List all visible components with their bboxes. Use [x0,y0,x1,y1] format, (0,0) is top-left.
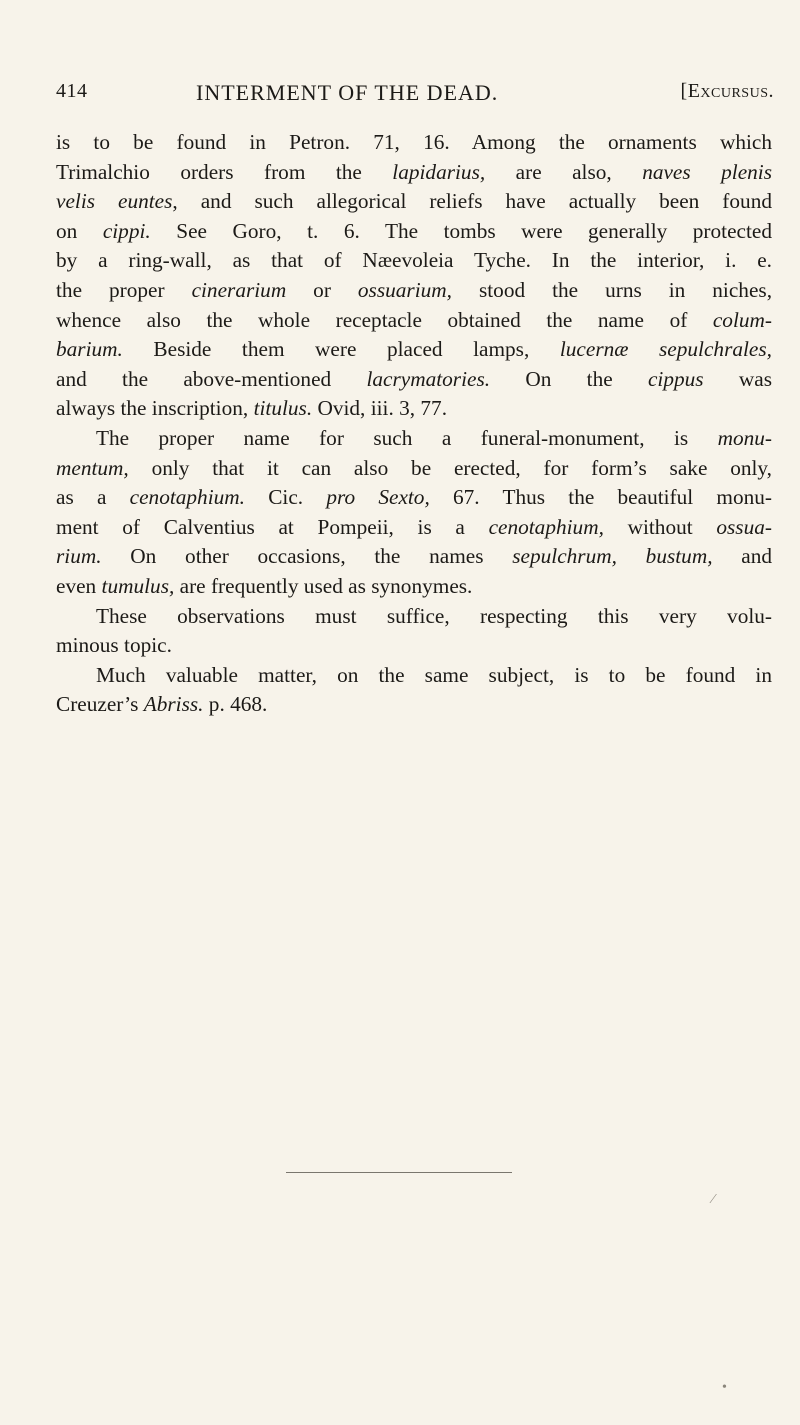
text-line [56,602,772,632]
text-line [56,572,772,602]
italic-text: sepulchrum, bustum, [512,544,713,569]
italic-text: cinerarium [191,277,287,302]
italic-text: lacrymatories. [366,366,491,391]
text-run: minous topic. [56,633,172,658]
text-line [56,306,772,336]
italic-text: barium. [56,337,123,362]
text-run: p. 468. [203,692,268,717]
text-run: or [286,277,358,302]
italic-text: cenotaphium, [488,514,604,539]
text-run: ment of Calventius at Pompeii, is a [56,514,489,539]
italic-text: cenotaphium. [129,485,245,510]
footnote-rule [286,1172,512,1173]
text-line [56,187,772,217]
text-run: without [603,514,717,539]
text-run: On other occasions, the names [101,544,513,569]
italic-text: titulus. [253,396,313,421]
italic-text: naves plenis [642,159,772,184]
text-line [56,365,772,395]
italic-text: colum- [712,307,772,332]
text-line [56,394,772,424]
text-line [56,513,772,543]
text-run: 67. Thus the beautiful monu- [429,485,773,510]
text-line [56,542,772,572]
italic-text: monu- [717,425,772,450]
text-line [56,690,772,720]
text-line [56,217,772,247]
italic-text: cippi. [102,218,151,243]
text-run: Ovid, iii. 3, 77. [312,396,448,421]
text-run: the proper [56,277,192,302]
text-run: and the above-mentioned [56,366,367,391]
body-text [56,128,772,720]
text-line [56,661,772,691]
italic-text: pro Sexto, [326,485,430,510]
text-line [56,335,772,365]
ink-speck: ⁄ [712,1192,715,1207]
italic-text: tumulus, [101,573,175,598]
text-run: The proper name for such a funeral-monument, is [96,425,718,450]
text-run: , and such allegorical reliefs have actually been found [172,189,772,214]
text-run: as a [56,485,130,510]
text-run: On the [490,366,648,391]
running-header [56,80,774,110]
text-run: by a ring-wall, as that of Næevoleia Tyche. In the interior, i. e. [56,248,772,273]
italic-text: Abriss. [143,692,204,717]
text-run: stood the urns in niches, [452,277,773,302]
italic-text: cippus [647,366,704,391]
text-run: See Goro, t. 6. The tombs were generally protected [150,218,772,243]
text-run: are also, [485,159,643,184]
text-run: Creuzer’s [56,692,144,717]
italic-text: mentum, [56,455,129,480]
text-run: Much valuable matter, on the same subject, is to be found in [96,662,772,687]
text-line [56,631,772,661]
text-line [56,276,772,306]
text-line [56,454,772,484]
ink-speck: • [722,1380,727,1395]
italic-text: lapidarius, [392,159,486,184]
italic-text: ossua- [716,514,772,539]
italic-text: rium. [56,544,102,569]
text-run: was [703,366,772,391]
text-run: and [712,544,773,569]
text-run: Cic. [244,485,327,510]
text-run: always the inscription, [56,396,254,421]
text-line [56,158,772,188]
text-run: Beside them were placed lamps, [122,337,560,362]
text-run: whence also the whole receptacle obtained the name of [56,307,713,332]
text-run: on [56,218,103,243]
running-title: INTERMENT OF THE DEAD. [196,80,499,105]
text-line [56,128,772,158]
text-line [56,246,772,276]
text-run: only that it can also be erected, for form’s sake only, [128,455,772,480]
text-run: Trimalchio orders from the [56,159,393,184]
text-line [56,424,772,454]
italic-text: lucernæ sepulchrales, [559,337,772,362]
text-line [56,483,772,513]
section-label: [Excursus. [680,80,774,102]
italic-text: ossuarium, [357,277,452,302]
page-number: 414 [56,80,88,102]
italic-text: velis euntes [56,189,173,214]
text-run: are frequently used as synonymes. [174,573,473,598]
text-run: even [56,573,102,598]
text-run: is to be found in Petron. 71, 16. Among the ornaments which [56,130,772,154]
text-run: These observations must suffice, respecting this very volu- [96,603,772,628]
